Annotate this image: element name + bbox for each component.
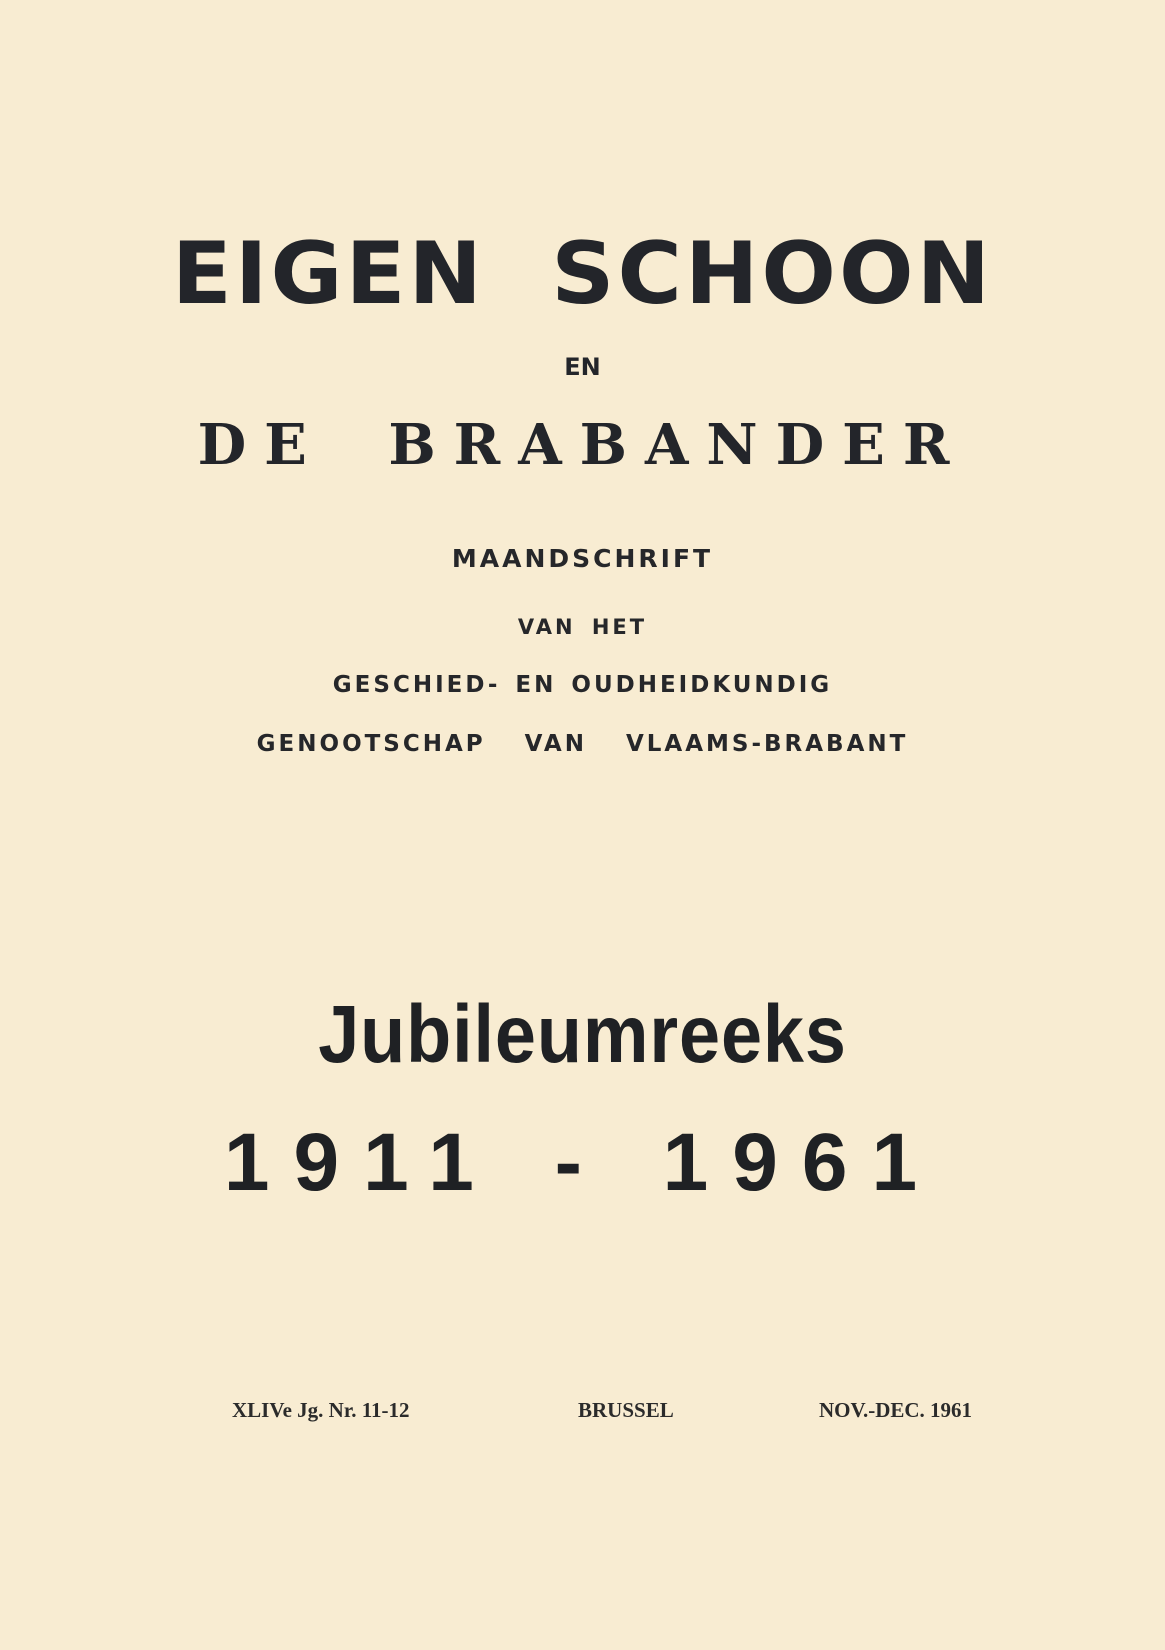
series-years: 1911 - 1961 [223,1117,942,1208]
publication-date: NOV.-DEC. 1961 [819,1398,973,1422]
magazine-title: EIGEN SCHOON [171,224,994,324]
series-title: Jubileumreeks [318,989,847,1080]
description-line-3: GESCHIED- EN OUDHEIDKUNDIG [332,672,833,698]
publication-city: BRUSSEL [578,1398,674,1422]
description-line-4: GENOOTSCHAP VAN VLAAMS-BRABANT [256,731,909,757]
title-conjunction: EN [564,353,601,381]
description-line-1: MAANDSCHRIFT [451,544,714,573]
description-line-2: VAN HET [517,615,648,639]
magazine-subtitle: DE BRABANDER [197,412,968,478]
issue-number: XLIVe Jg. Nr. 11-12 [232,1398,410,1422]
